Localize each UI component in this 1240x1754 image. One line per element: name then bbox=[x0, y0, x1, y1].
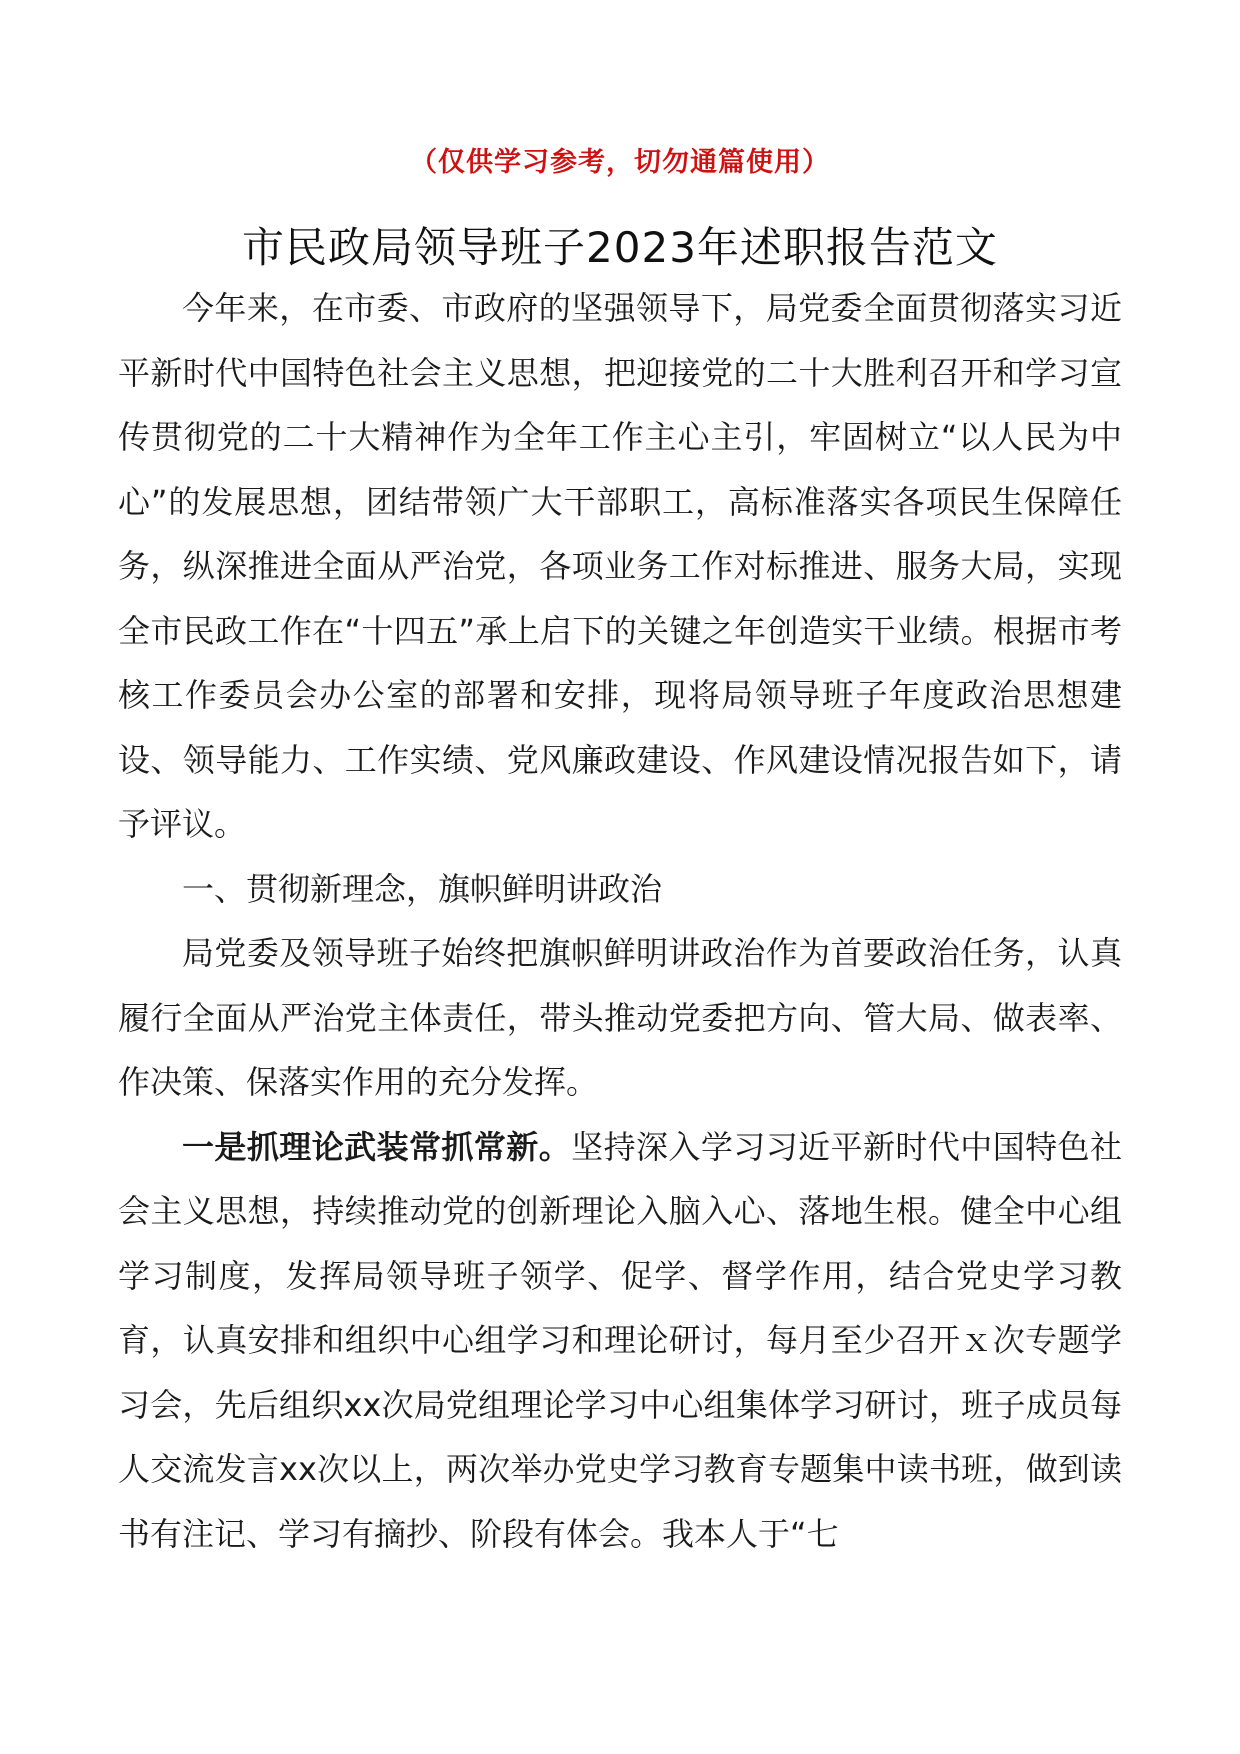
section-paragraph: 局党委及领导班子始终把旗帜鲜明讲政治作为首要政治任务，认真履行全面从严治党主体责任，带头推动党委把方向、管大局、做表率、作决策、保落实作用的充分发挥。 bbox=[118, 934, 1122, 1101]
point-lead: 一是抓理论武装常抓常新。 bbox=[182, 1127, 572, 1166]
intro-paragraph: 今年来，在市委、市政府的坚强领导下，局党委全面贯彻落实习近平新时代中国特色社会主义思想，把迎接党的二十大胜利召开和学习宣传贯彻党的二十大精神作为全年工作主心主引，牢固树立“以人民为中心”的发展思想，团结带领广大干部职工，高标准落实各项民生保障任务，纵深推进全面从严治党，各项业务工作对标推进、服务大局，实现全市民政工作在“十四五”承上启下的关键之年创造实干业绩。根据市考核工作委员会办公室的部署和安排，现将局领导班子年度政治思想建设、领导能力、工作实绩、党风廉政建设、作风建设情况报告如下，请予评议。 bbox=[118, 289, 1122, 843]
document-title: 市民政局领导班子2023年述职报告范文 bbox=[242, 223, 998, 272]
point-paragraph bbox=[118, 1115, 1122, 1567]
usage-notice: （仅供学习参考，切勿通篇使用） bbox=[410, 147, 830, 178]
document-body bbox=[118, 276, 1122, 1566]
point-text: 坚持深入学习习近平新时代中国特色社会主义思想，持续推动党的创新理论入脑入心、落地生根。健全中心组学习制度，发挥局领导班子领学、促学、督学作用，结合党史学习教育，认真安排和组织中心组学习和理论研讨，每月至少召开ｘ次专题学习会，先后组织xx次局党组理论学习中心组集体学习研讨，班子成员每人交流发言xx次以上，两次举办党史学习教育专题集中读书班，做到读书有注记、学习有摘抄、阶段有体会。我本人于“七 bbox=[118, 1127, 1122, 1553]
section-heading: 一、贯彻新理念，旗帜鲜明讲政治 bbox=[182, 869, 663, 908]
